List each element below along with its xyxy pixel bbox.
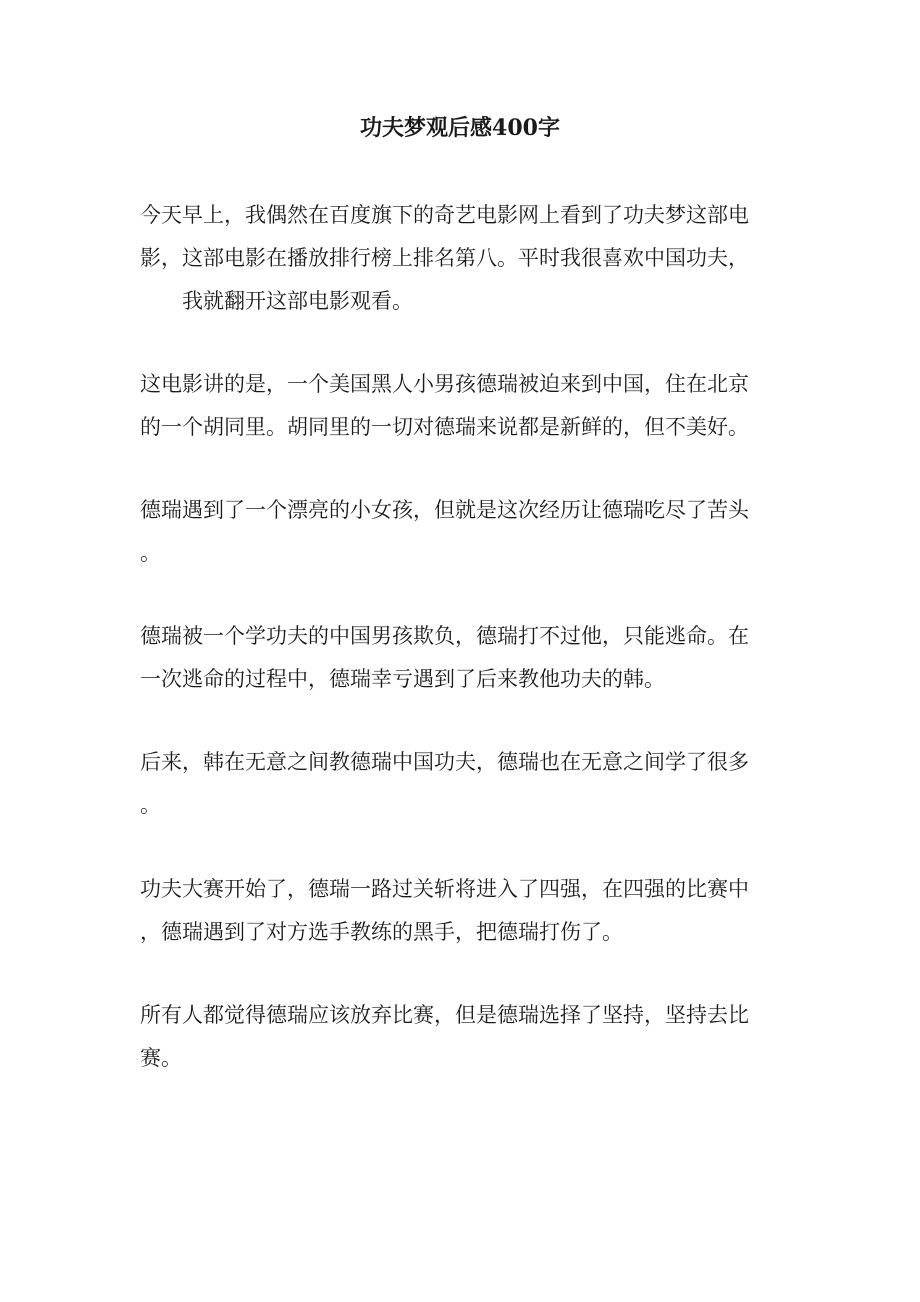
paragraph-5-line-2: 。 (140, 793, 161, 817)
paragraph-3-line-1: 德瑞遇到了一个漂亮的小女孩，但就是这次经历让德瑞吃尽了苦头 (140, 498, 749, 522)
paragraph-5-line-1: 后来，韩在无意之间教德瑞中国功夫，德瑞也在无意之间学了很多 (140, 750, 749, 774)
paragraph-1-line-3: 我就翻开这部电影观看。 (182, 289, 413, 313)
paragraph-7-line-1: 所有人都觉得德瑞应该放弃比赛，但是德瑞选择了坚持，坚持去比 (140, 1003, 749, 1027)
paragraph-4-line-1: 德瑞被一个学功夫的中国男孩欺负，德瑞打不过他，只能逃命。在 (140, 624, 749, 648)
paragraph-4-line-2: 一次逃命的过程中，德瑞幸亏遇到了后来教他功夫的韩。 (140, 667, 665, 691)
paragraph-3-line-2: 。 (140, 541, 161, 565)
paragraph-1-line-1: 今天早上，我偶然在百度旗下的奇艺电影网上看到了功夫梦这部电 (140, 203, 749, 227)
paragraph-6-line-2: ，德瑞遇到了对方选手教练的黑手，把德瑞打伤了。 (140, 920, 623, 944)
paragraph-2-line-2: 的一个胡同里。胡同里的一切对德瑞来说都是新鲜的，但不美好。 (140, 415, 749, 439)
paragraph-6-line-1: 功夫大赛开始了，德瑞一路过关斩将进入了四强，在四强的比赛中 (140, 877, 749, 901)
document-title: 功夫梦观后感400字 (360, 115, 560, 141)
paragraph-2-line-1: 这电影讲的是，一个美国黑人小男孩德瑞被迫来到中国，住在北京 (140, 372, 749, 396)
paragraph-7-line-2: 赛。 (140, 1046, 182, 1070)
paragraph-1-line-2: 影，这部电影在播放排行榜上排名第八。平时我很喜欢中国功夫， (140, 246, 749, 270)
